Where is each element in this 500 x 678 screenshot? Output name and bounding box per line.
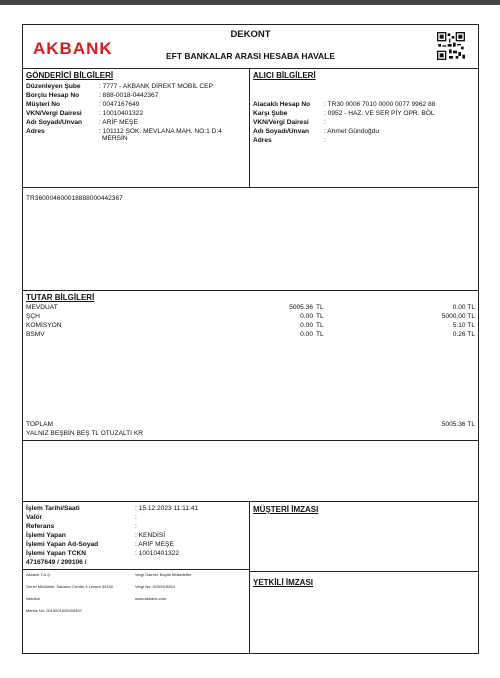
- receiver-info: [250, 69, 478, 187]
- transaction-value: :: [135, 514, 137, 521]
- amount-right-value: 0.00 TL: [452, 304, 475, 311]
- sender-address-line2: MERSİN: [102, 135, 128, 142]
- amount-label: BSMV: [26, 331, 45, 338]
- sender-label: VKN/Vergi Dairesi: [26, 110, 82, 117]
- customer-signature-title: MÜŞTERİ İMZASI: [253, 505, 319, 514]
- footer-right-line: www.akbank.com: [135, 596, 167, 601]
- akbank-logo: AKBANK: [33, 39, 113, 58]
- total-label: TOPLAM: [26, 421, 53, 428]
- amount-currency: TL: [316, 322, 324, 329]
- receiver-title: ALICI BİLGİLERİ: [253, 71, 316, 80]
- sender-value: : 0047167649: [99, 101, 140, 108]
- blank-section: [23, 441, 478, 502]
- sender-value: : 888-0018-0442367: [99, 92, 159, 99]
- transaction-value: :: [135, 523, 137, 530]
- amount-in-words: YALNIZ BEŞBİN BEŞ TL OTUZALTI KR: [26, 430, 144, 437]
- sender-label: Adres: [26, 128, 45, 135]
- receiver-label: VKN/Vergi Dairesi: [253, 119, 309, 126]
- parties-section: [23, 69, 478, 188]
- footer-left-line: Genel Müdürlük: Sabancı Center 4.Levent 34330: [26, 584, 113, 589]
- footer-left-line: İstanbul: [26, 596, 41, 601]
- footer-right-line: Vergi Dairesi: Büyük Mükellefler: [135, 572, 192, 577]
- transaction-label: İşlemi Yapan Ad-Soyad: [26, 541, 99, 548]
- transaction-value: : ARİF MEŞE: [135, 541, 174, 548]
- transaction-label: Referans: [26, 523, 55, 530]
- description-text: TR360004600018888000442367: [26, 195, 123, 202]
- footer-left-line: Mersis No: 0015001526400497: [26, 608, 82, 613]
- description-section: [23, 188, 478, 291]
- transaction-label: İşlemi Yapan: [26, 532, 66, 539]
- sender-label: Düzenleyen Şube: [26, 83, 81, 90]
- amount-right-value: 0.26 TL: [452, 331, 475, 338]
- receiver-value: : Ahmet Gündoğdu: [324, 128, 379, 135]
- footer-bank-info: [23, 569, 249, 654]
- amount-currency: TL: [316, 331, 324, 338]
- amount-value: 0.00: [300, 331, 313, 338]
- receiver-label: Alacaklı Hesap No: [253, 101, 311, 108]
- document-title: DEKONT: [230, 29, 271, 40]
- sender-value: : 101112 SOK. MEVLANA MAH. NO:1 D:4: [99, 128, 222, 135]
- authorized-signature-box: [250, 572, 478, 654]
- transaction-label: Valör: [26, 514, 43, 521]
- receiver-label: Adı Soyadı/Unvan: [253, 128, 310, 135]
- transaction-value: : 10010401322: [135, 550, 180, 557]
- sender-value: : 7777 - AKBANK DİREKT MOBİL CEP: [99, 83, 213, 90]
- sender-value: : 10010401322: [99, 110, 144, 117]
- transaction-value: : KENDİSİ: [135, 532, 166, 539]
- amount-value: 5005.36: [289, 304, 313, 311]
- transaction-section: [23, 502, 478, 654]
- amount-label: MEVDUAT: [26, 304, 58, 311]
- transaction-label: İşlemi Yapan TCKN: [26, 550, 86, 557]
- receiver-value: :: [324, 137, 326, 144]
- sender-value: : ARİF MEŞE: [99, 119, 138, 126]
- sender-title: GÖNDERİCİ BİLGİLERİ: [26, 71, 114, 80]
- amounts-section: [23, 291, 478, 441]
- transaction-label: İşlem Tarihi/Saati: [26, 505, 80, 512]
- transaction-value: : 15.12.2023 11:11:41: [135, 505, 199, 512]
- customer-signature-box: [250, 502, 478, 572]
- transaction-ref-code: 47167649 / 299106 /: [26, 559, 87, 566]
- amount-currency: TL: [316, 313, 324, 320]
- transaction-info: [23, 502, 250, 654]
- viewer-top-bar: [0, 0, 500, 5]
- receiver-value: : 0952 - HAZ. VE SER PİY OPR. BÖL: [324, 110, 435, 117]
- footer-left-line: Akbank T.A.Ş.: [26, 572, 52, 577]
- sender-label: Adı Soyadı/Unvan: [26, 119, 83, 126]
- transfer-type-title: EFT BANKALAR ARASI HESABA HAVALE: [165, 51, 336, 61]
- authorized-signature-title: YETKİLİ İMZASI: [253, 578, 313, 587]
- footer-right-line: Vergi No: 0150015264: [135, 584, 175, 589]
- receiver-value: :: [324, 119, 326, 126]
- receipt-header: [23, 25, 478, 69]
- receiver-label: Adres: [253, 137, 272, 144]
- total-value: 5005.36 TL: [441, 421, 475, 428]
- receiver-label: Karşı Şube: [253, 110, 288, 117]
- amount-right-value: 5000.00 TL: [441, 313, 475, 320]
- sender-label: Borçlu Hesap No: [26, 92, 80, 99]
- amount-currency: TL: [316, 304, 324, 311]
- sender-label: Müşteri No: [26, 101, 61, 108]
- amounts-title: TUTAR BİLGİLERİ: [26, 293, 95, 302]
- amount-label: KOMİSYON: [26, 322, 62, 329]
- amount-value: 0.00: [300, 322, 313, 329]
- sender-info: [23, 69, 250, 187]
- qr-code-icon: [437, 32, 465, 60]
- amount-right-value: 5.10 TL: [452, 322, 475, 329]
- receipt-document: [22, 24, 479, 654]
- amount-label: ŞÇH: [26, 313, 40, 320]
- receiver-value: : TR30 0006 7010 0000 0077 9962 88: [324, 101, 436, 108]
- amount-value: 0.00: [300, 313, 313, 320]
